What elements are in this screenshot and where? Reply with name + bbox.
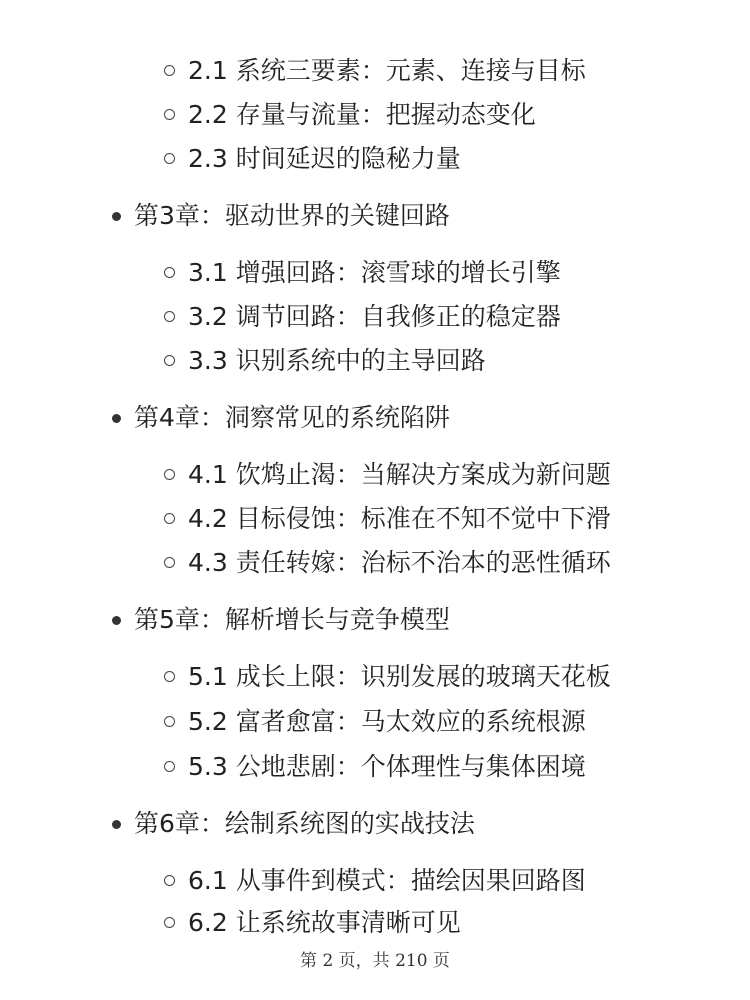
hollow-circle-bullet-icon [164,917,175,928]
hollow-circle-bullet-icon [164,875,175,886]
toc-section-label: 6.2 让系统故事清晰可见 [188,908,461,937]
toc-section-label: 5.3 公地悲剧：个体理性与集体困境 [188,752,586,781]
toc-chapter-title: 第3章：驱动世界的关键回路 [134,201,450,230]
hollow-circle-bullet-icon [164,716,175,727]
hollow-circle-bullet-icon [164,153,175,164]
toc-section-5-1 [0,659,750,695]
toc-section-label: 4.3 责任转嫁：治标不治本的恶性循环 [188,548,611,577]
toc-section-4-2 [0,501,750,537]
toc-chapter-title: 第6章：绘制系统图的实战技法 [134,809,475,838]
toc-section-label: 2.1 系统三要素：元素、连接与目标 [188,56,586,85]
toc-section-3-3 [0,343,750,379]
hollow-circle-bullet-icon [164,761,175,772]
toc-section-label: 2.2 存量与流量：把握动态变化 [188,100,536,129]
toc-section-5-3 [0,749,750,785]
toc-section-label: 3.1 增强回路：滚雪球的增长引擎 [188,258,561,287]
toc-chapter-6 [0,806,750,842]
toc-section-3-2 [0,299,750,335]
toc-section-3-1 [0,255,750,291]
toc-section-label: 3.2 调节回路：自我修正的稳定器 [188,302,561,331]
page-number-footer: 第 2 页，共 210 页 [300,951,450,971]
toc-section-label: 2.3 时间延迟的隐秘力量 [188,144,461,173]
hollow-circle-bullet-icon [164,557,175,568]
toc-section-2-3 [0,141,750,177]
toc-section-5-2 [0,704,750,740]
toc-section-4-1 [0,457,750,493]
filled-circle-bullet-icon [112,616,121,625]
toc-chapter-3 [0,198,750,234]
toc-section-label: 4.2 目标侵蚀：标准在不知不觉中下滑 [188,504,611,533]
toc-chapter-title: 第4章：洞察常见的系统陷阱 [134,403,450,432]
hollow-circle-bullet-icon [164,65,175,76]
toc-chapter-title: 第5章：解析增长与竞争模型 [134,605,450,634]
hollow-circle-bullet-icon [164,109,175,120]
hollow-circle-bullet-icon [164,355,175,366]
toc-chapter-4 [0,400,750,436]
hollow-circle-bullet-icon [164,469,175,480]
toc-section-4-3 [0,545,750,581]
toc-section-6-2 [0,905,750,941]
hollow-circle-bullet-icon [164,311,175,322]
toc-section-2-1 [0,53,750,89]
toc-section-2-2 [0,97,750,133]
filled-circle-bullet-icon [112,414,121,423]
hollow-circle-bullet-icon [164,513,175,524]
toc-section-label: 4.1 饮鸩止渴：当解决方案成为新问题 [188,460,611,489]
toc-section-label: 3.3 识别系统中的主导回路 [188,346,486,375]
toc-section-label: 6.1 从事件到模式：描绘因果回路图 [188,866,586,895]
hollow-circle-bullet-icon [164,267,175,278]
toc-chapter-5 [0,602,750,638]
toc-section-label: 5.2 富者愈富：马太效应的系统根源 [188,707,586,736]
toc-section-label: 5.1 成长上限：识别发展的玻璃天花板 [188,662,611,691]
toc-section-6-1 [0,863,750,899]
filled-circle-bullet-icon [112,820,121,829]
filled-circle-bullet-icon [112,212,121,221]
hollow-circle-bullet-icon [164,671,175,682]
